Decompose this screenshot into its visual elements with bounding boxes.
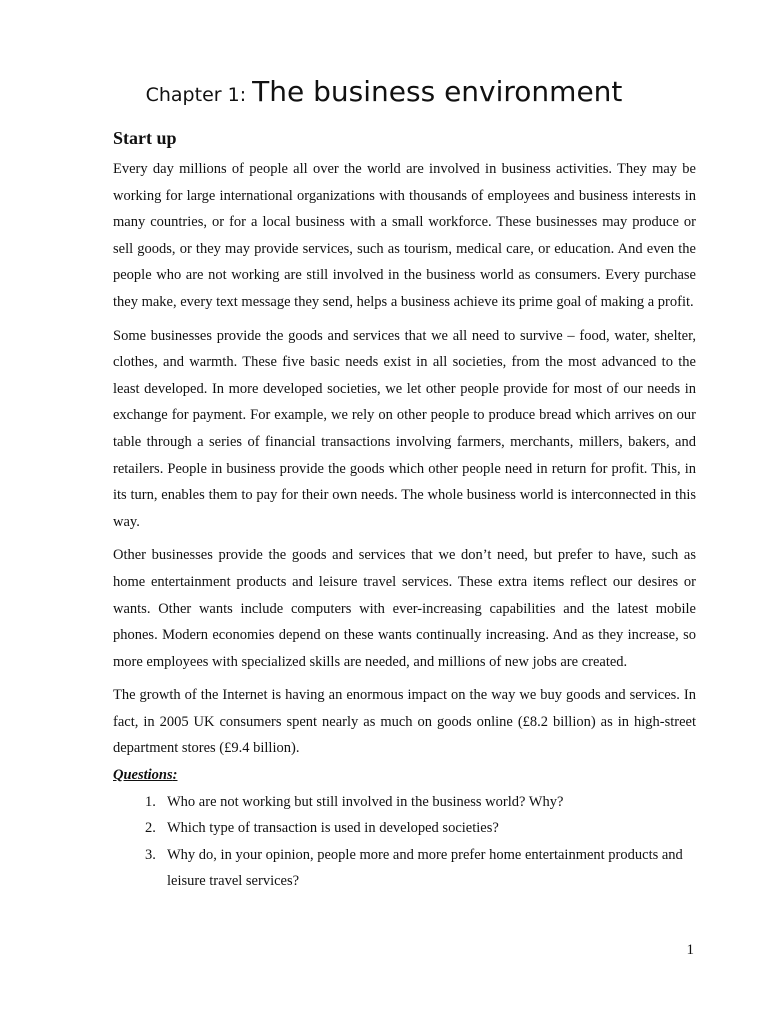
page-number: 1 (686, 942, 694, 958)
document-body (113, 156, 696, 895)
question-item (113, 842, 696, 895)
chapter-label: Chapter 1: (145, 84, 253, 106)
questions-heading (113, 762, 696, 789)
paragraph-2: Some businesses provide the goods and services that we all need to survive – food, water, shelter, clothes, and warmth. These five basic needs exist in all societies, from the most advanced to the least developed. In more developed societies, we let other people provide for most of our needs in exchange for payment. For example, we rely on other people to produce bread which arrives on our table through a series of financial transactions involving farmers, merchants, millers, bakers, and retailers. People in business provide the goods which other people need in return for profit. This, in its turn, enables them to pay for their own needs. The whole business world is interconnected in this way. (113, 327, 696, 530)
chapter-title (0, 70, 768, 118)
paragraph-4: The growth of the Internet is having an enormous impact on the way we buy goods and services. In fact, in 2005 UK consumers spent nearly as much on goods online (£8.2 billion) as in high-street department stores (£9.4 billion). (113, 687, 696, 757)
paragraph-1: Every day millions of people all over the world are involved in business activities. They may be working for large international organizations with thousands of employees and business interests in many countries, or for a local business with a small workforce. These businesses may produce or sell goods, or they may provide services, such as tourism, medical care, or education. And even the people who are not working are still involved in the business world as consumers. Every purchase they make, every text message they send, helps a business achieve its prime goal of making a profit. (113, 161, 696, 310)
questions-list (113, 789, 696, 895)
questions-heading-text: Questions (113, 767, 173, 784)
question-item (113, 815, 696, 842)
question-number: 2. (145, 820, 156, 837)
question-text: Which type of transaction is used in developed societies? (167, 820, 499, 837)
questions-heading-colon: : (172, 767, 178, 784)
question-item (113, 789, 696, 816)
section-heading: Start up (113, 128, 177, 148)
question-number: 3. (145, 846, 156, 863)
paragraph-3: Other businesses provide the goods and services that we don’t need, but prefer to have, such as home entertainment products and leisure travel services. These extra items reflect our desires or wants. Other wants include computers with ever-increasing capabilities and the latest mobile phones. Modern economies depend on these wants continually increasing. And as they increase, so more employees with specialized skills are needed, and millions of new jobs are created. (113, 547, 696, 670)
chapter-title-text: The business environment (252, 75, 623, 108)
question-text: Why do, in your opinion, people more and more prefer home entertainment products and leisure travel services? (167, 846, 683, 890)
question-text: Who are not working but still involved in the business world? Why? (167, 793, 564, 810)
question-number: 1. (145, 793, 156, 810)
